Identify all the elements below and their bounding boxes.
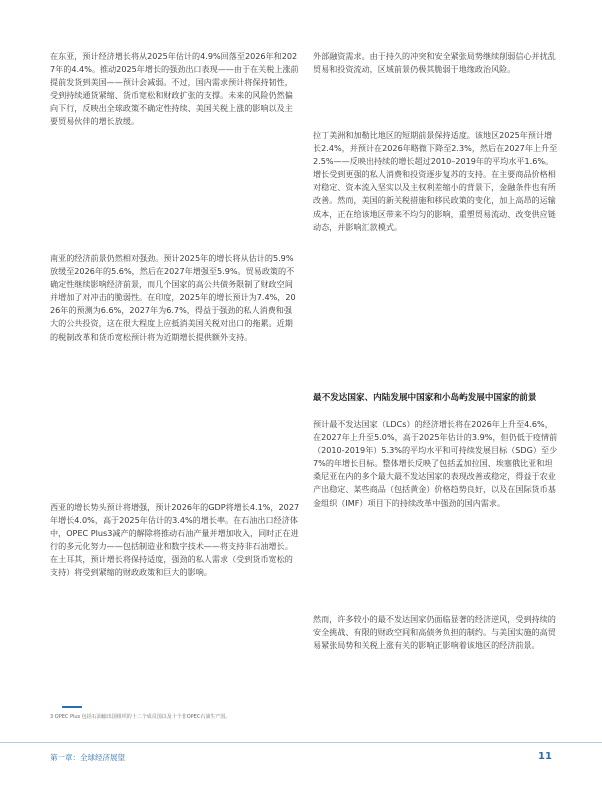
footer-chapter-link[interactable]: 第一章：全球经济展望 <box>50 753 125 762</box>
west-asia-continued-paragraph: 外部融资需求。由于持久的冲突和安全紧张局势继续削弱信心并扰乱贸易和投资流动，区域前景仍极其脆弱于地缘政治风险。 <box>313 51 556 75</box>
latin-america-paragraph: 拉丁美洲和加勒比地区的短期前景保持适度。该地区2025年预计增长2.4%，并预计在2026年略微下降至2.3%，然后在2027年上升至2.5%——反映出持续的增长超过2010–2019年的平均水平1.6%。增长受到更强的私人消费和投资逐步复苏的支持。在主要商品价格相对稳定、资本流入坚实以及主权利差缩小的背景下，金融条件也有所改善。然而，美国的新关税措施和移民政策的变化，加上高昂的运输成本，正在给该地区带来不均匀的影响，重塑贸易流动、改变供应链动态，并影响汇款模式。 <box>313 130 558 232</box>
footer-divider <box>0 742 602 743</box>
footnote: 3 OPEC Plus 包括石油输出国组织的十二个成员国以及十个非OPEC石油生产国。 <box>50 714 231 720</box>
section-heading: 最不发达国家、内陆发展中国家和小岛屿发展中国家的前景 <box>313 393 537 403</box>
east-asia-paragraph: 在东亚，预计经济增长将从2025年估计的4.9%回落至2026年和2027年的4.4%。推动2025年增长的强劲出口表现——由于在关税上涨前提前发货到美国——预计会减弱。不过，国内需求预计将保持韧性，受到持续通货紧缩、货币宽松和财政扩张的支撑。未来的风险仍然偏向下行，反映出全球政策不确定性持续、美国关税上涨的影响以及主要贸易伙伴的增长放缓。 <box>50 51 299 127</box>
ldcs-paragraph: 预计最不发达国家（LDCs）的经济增长将在2026年上升至4.6%，在2027年上升至5.0%，高于2025年估计的3.9%，但仍低于疫情前（2010-2019年）5.3%的平均水平和可持续发展目标（SDG）至少7%的年增长目标。整体增长反映了包括孟加拉国、埃塞俄比亚和坦桑尼亚在内的多个最大最不发达国家的表现改善或稳定，得益于农业产出稳定、某些商品（包括黄金）价格趋势良好，以及在国际货币基金组织（IMF）项目下的持续改革中强劲的国内需求。 <box>313 419 558 508</box>
south-asia-paragraph: 南亚的经济前景仍然相对强劲。预计2025年的增长将从估计的5.9%放缓至2026年的5.6%，然后在2027年增强至5.9%。贸易政策的不确定性继续影响经济前景，而几个国家的高公共债务限制了财政空间并增加了对冲击的脆弱性。在印度，2025年的增长预计为7.4%，2026年的预测为6.6%，2027年为6.7%，得益于强劲的私人消费和强大的公共投资，这在很大程度上应抵消美国关税对出口的拖累。近期的税制改革和货币宽松预计将为近期增长提供额外支持。 <box>50 253 296 342</box>
footnote-divider <box>62 706 82 708</box>
ldcs-risks-paragraph: 然而，许多较小的最不发达国家仍面临显著的经济逆风，受到持续的安全挑战、有限的财政空间和高债务负担的制约。与美国实施的高贸易紧张局势和关税上涨有关的影响正影响着该地区的经济前景。 <box>313 614 556 651</box>
page-number: 11 <box>538 751 552 762</box>
west-asia-paragraph: 西亚的增长势头预计将增强，预计2026年的GDP将增长4.1%，2027年增长4.0%，高于2025年估计的3.4%的增长率。在石油出口经济体中，OPEC Plus3减产的解除将推动石油产量并增加收入，同时正在进行的多元化努力——包括制造业和数字技术——将支持非石油增长。在土耳其，预计增长将保持适度，强劲的私人需求（受到货币宽松的支持）将受到紧缩的财政政策和巨大的影响。 <box>50 502 300 578</box>
